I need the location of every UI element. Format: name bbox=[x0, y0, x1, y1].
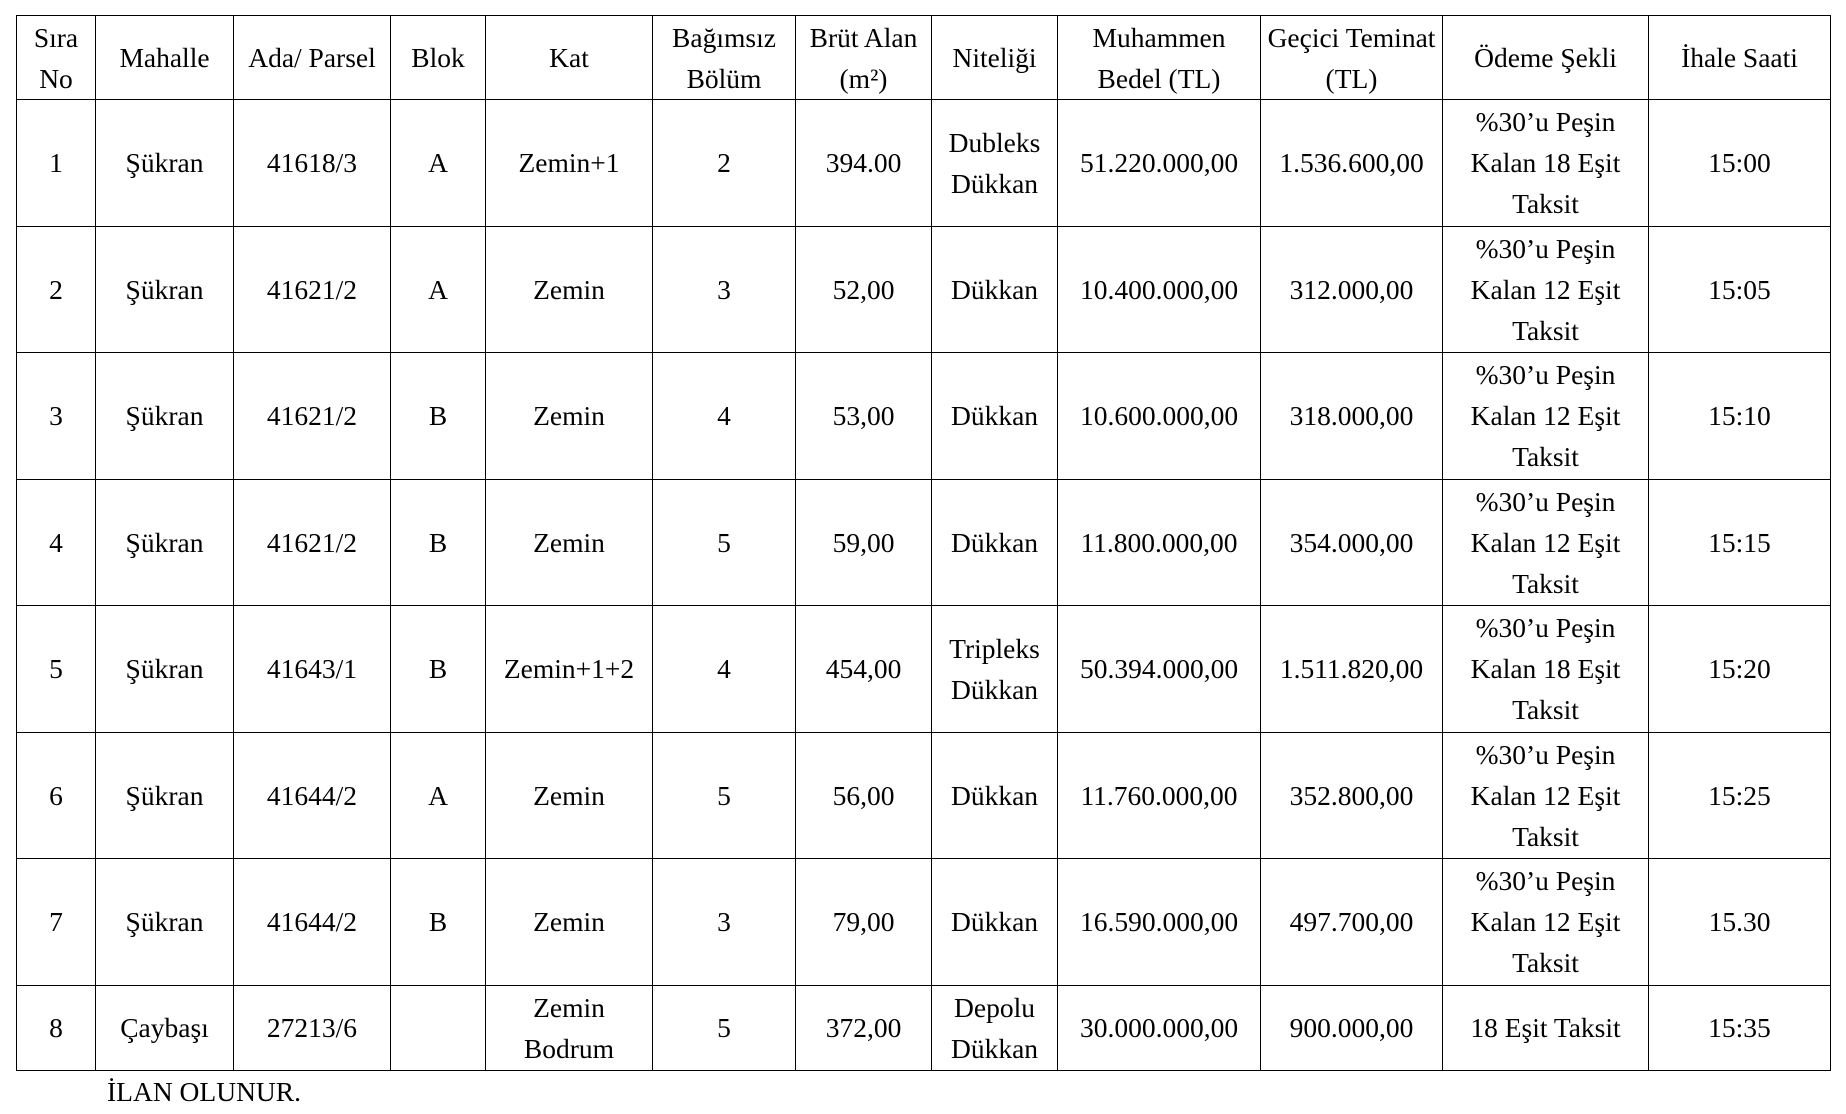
cell-gecici-teminat: 1.511.820,00 bbox=[1261, 606, 1443, 733]
header-odeme-sekli: Ödeme Şekli bbox=[1443, 16, 1649, 100]
header-ada-parsel: Ada/ Parsel bbox=[234, 16, 391, 100]
cell-muhammen-bedel: 51.220.000,00 bbox=[1058, 100, 1261, 227]
cell-sira-no: 7 bbox=[17, 859, 96, 986]
cell-bagimsiz-bolum: 4 bbox=[653, 353, 796, 480]
header-blok: Blok bbox=[391, 16, 486, 100]
cell-blok: B bbox=[391, 353, 486, 480]
cell-sira-no: 3 bbox=[17, 353, 96, 480]
cell-mahalle: Şükran bbox=[96, 859, 234, 986]
cell-brut-alan: 59,00 bbox=[796, 479, 932, 606]
table-row bbox=[17, 353, 1831, 480]
cell-kat: Zemin bbox=[486, 859, 653, 986]
cell-niteligi: Depolu Dükkan bbox=[932, 985, 1058, 1070]
cell-bagimsiz-bolum: 3 bbox=[653, 226, 796, 353]
cell-ihale-saati: 15:15 bbox=[1649, 479, 1831, 606]
cell-brut-alan: 53,00 bbox=[796, 353, 932, 480]
cell-ada-parsel: 41621/2 bbox=[234, 226, 391, 353]
cell-mahalle: Çaybaşı bbox=[96, 985, 234, 1070]
table-row bbox=[17, 859, 1831, 986]
cell-niteligi: Tripleks Dükkan bbox=[932, 606, 1058, 733]
cell-kat: Zemin bbox=[486, 479, 653, 606]
cell-sira-no: 6 bbox=[17, 732, 96, 859]
cell-blok: A bbox=[391, 732, 486, 859]
cell-blok: B bbox=[391, 859, 486, 986]
table-row bbox=[17, 732, 1831, 859]
cell-kat: Zemin bbox=[486, 226, 653, 353]
cell-ada-parsel: 41643/1 bbox=[234, 606, 391, 733]
cell-brut-alan: 372,00 bbox=[796, 985, 932, 1070]
cell-mahalle: Şükran bbox=[96, 732, 234, 859]
cell-gecici-teminat: 497.700,00 bbox=[1261, 859, 1443, 986]
header-muhammen-bedel: Muhammen Bedel (TL) bbox=[1058, 16, 1261, 100]
header-kat: Kat bbox=[486, 16, 653, 100]
cell-odeme-sekli: %30’u Peşin Kalan 12 Eşit Taksit bbox=[1443, 859, 1649, 986]
cell-ada-parsel: 41621/2 bbox=[234, 353, 391, 480]
header-mahalle: Mahalle bbox=[96, 16, 234, 100]
announcement-note: İLAN OLUNUR. bbox=[107, 1076, 302, 1107]
cell-niteligi: Dükkan bbox=[932, 479, 1058, 606]
cell-ihale-saati: 15:05 bbox=[1649, 226, 1831, 353]
cell-bagimsiz-bolum: 2 bbox=[653, 100, 796, 227]
cell-muhammen-bedel: 10.400.000,00 bbox=[1058, 226, 1261, 353]
cell-brut-alan: 454,00 bbox=[796, 606, 932, 733]
cell-sira-no: 4 bbox=[17, 479, 96, 606]
cell-bagimsiz-bolum: 4 bbox=[653, 606, 796, 733]
header-row bbox=[17, 16, 1831, 100]
cell-niteligi: Dükkan bbox=[932, 353, 1058, 480]
cell-bagimsiz-bolum: 5 bbox=[653, 732, 796, 859]
cell-ihale-saati: 15:20 bbox=[1649, 606, 1831, 733]
cell-mahalle: Şükran bbox=[96, 606, 234, 733]
cell-bagimsiz-bolum: 3 bbox=[653, 859, 796, 986]
cell-muhammen-bedel: 16.590.000,00 bbox=[1058, 859, 1261, 986]
header-bagimsiz-bolum: Bağımsız Bölüm bbox=[653, 16, 796, 100]
cell-odeme-sekli: %30’u Peşin Kalan 18 Eşit Taksit bbox=[1443, 100, 1649, 227]
cell-sira-no: 1 bbox=[17, 100, 96, 227]
cell-sira-no: 2 bbox=[17, 226, 96, 353]
table-row bbox=[17, 985, 1831, 1070]
cell-sira-no: 8 bbox=[17, 985, 96, 1070]
cell-kat: Zemin bbox=[486, 353, 653, 480]
header-gecici-teminat: Geçici Teminat (TL) bbox=[1261, 16, 1443, 100]
cell-ihale-saati: 15:35 bbox=[1649, 985, 1831, 1070]
cell-muhammen-bedel: 10.600.000,00 bbox=[1058, 353, 1261, 480]
cell-brut-alan: 79,00 bbox=[796, 859, 932, 986]
cell-muhammen-bedel: 30.000.000,00 bbox=[1058, 985, 1261, 1070]
cell-gecici-teminat: 1.536.600,00 bbox=[1261, 100, 1443, 227]
cell-gecici-teminat: 312.000,00 bbox=[1261, 226, 1443, 353]
cell-odeme-sekli: 18 Eşit Taksit bbox=[1443, 985, 1649, 1070]
cell-sira-no: 5 bbox=[17, 606, 96, 733]
cell-niteligi: Dubleks Dükkan bbox=[932, 100, 1058, 227]
cell-odeme-sekli: %30’u Peşin Kalan 12 Eşit Taksit bbox=[1443, 353, 1649, 480]
header-sira-no: Sıra No bbox=[17, 16, 96, 100]
cell-brut-alan: 394.00 bbox=[796, 100, 932, 227]
cell-odeme-sekli: %30’u Peşin Kalan 12 Eşit Taksit bbox=[1443, 479, 1649, 606]
cell-bagimsiz-bolum: 5 bbox=[653, 985, 796, 1070]
cell-blok: A bbox=[391, 226, 486, 353]
cell-muhammen-bedel: 50.394.000,00 bbox=[1058, 606, 1261, 733]
cell-blok: B bbox=[391, 606, 486, 733]
cell-ihale-saati: 15:00 bbox=[1649, 100, 1831, 227]
cell-blok: A bbox=[391, 100, 486, 227]
cell-brut-alan: 52,00 bbox=[796, 226, 932, 353]
cell-mahalle: Şükran bbox=[96, 353, 234, 480]
header-brut-alan: Brüt Alan (m²) bbox=[796, 16, 932, 100]
cell-niteligi: Dükkan bbox=[932, 732, 1058, 859]
cell-blok: B bbox=[391, 479, 486, 606]
cell-odeme-sekli: %30’u Peşin Kalan 18 Eşit Taksit bbox=[1443, 606, 1649, 733]
cell-ada-parsel: 41618/3 bbox=[234, 100, 391, 227]
cell-mahalle: Şükran bbox=[96, 226, 234, 353]
cell-gecici-teminat: 352.800,00 bbox=[1261, 732, 1443, 859]
cell-ihale-saati: 15.30 bbox=[1649, 859, 1831, 986]
cell-mahalle: Şükran bbox=[96, 100, 234, 227]
header-ihale-saati: İhale Saati bbox=[1649, 16, 1831, 100]
cell-ada-parsel: 41621/2 bbox=[234, 479, 391, 606]
cell-ihale-saati: 15:25 bbox=[1649, 732, 1831, 859]
cell-niteligi: Dükkan bbox=[932, 226, 1058, 353]
cell-gecici-teminat: 354.000,00 bbox=[1261, 479, 1443, 606]
cell-mahalle: Şükran bbox=[96, 479, 234, 606]
cell-bagimsiz-bolum: 5 bbox=[653, 479, 796, 606]
cell-gecici-teminat: 900.000,00 bbox=[1261, 985, 1443, 1070]
cell-niteligi: Dükkan bbox=[932, 859, 1058, 986]
cell-muhammen-bedel: 11.760.000,00 bbox=[1058, 732, 1261, 859]
cell-ada-parsel: 27213/6 bbox=[234, 985, 391, 1070]
cell-ada-parsel: 41644/2 bbox=[234, 732, 391, 859]
cell-muhammen-bedel: 11.800.000,00 bbox=[1058, 479, 1261, 606]
cell-kat: Zemin+1 bbox=[486, 100, 653, 227]
cell-brut-alan: 56,00 bbox=[796, 732, 932, 859]
cell-odeme-sekli: %30’u Peşin Kalan 12 Eşit Taksit bbox=[1443, 226, 1649, 353]
cell-odeme-sekli: %30’u Peşin Kalan 12 Eşit Taksit bbox=[1443, 732, 1649, 859]
cell-blok bbox=[391, 985, 486, 1070]
cell-kat: Zemin+1+2 bbox=[486, 606, 653, 733]
header-niteligi: Niteliği bbox=[932, 16, 1058, 100]
cell-kat: Zemin bbox=[486, 732, 653, 859]
cell-ihale-saati: 15:10 bbox=[1649, 353, 1831, 480]
cell-kat: Zemin Bodrum bbox=[486, 985, 653, 1070]
table-row bbox=[17, 226, 1831, 353]
cell-ada-parsel: 41644/2 bbox=[234, 859, 391, 986]
tender-table bbox=[16, 15, 1831, 1071]
table-row bbox=[17, 479, 1831, 606]
table-row bbox=[17, 606, 1831, 733]
table-row bbox=[17, 100, 1831, 227]
cell-gecici-teminat: 318.000,00 bbox=[1261, 353, 1443, 480]
